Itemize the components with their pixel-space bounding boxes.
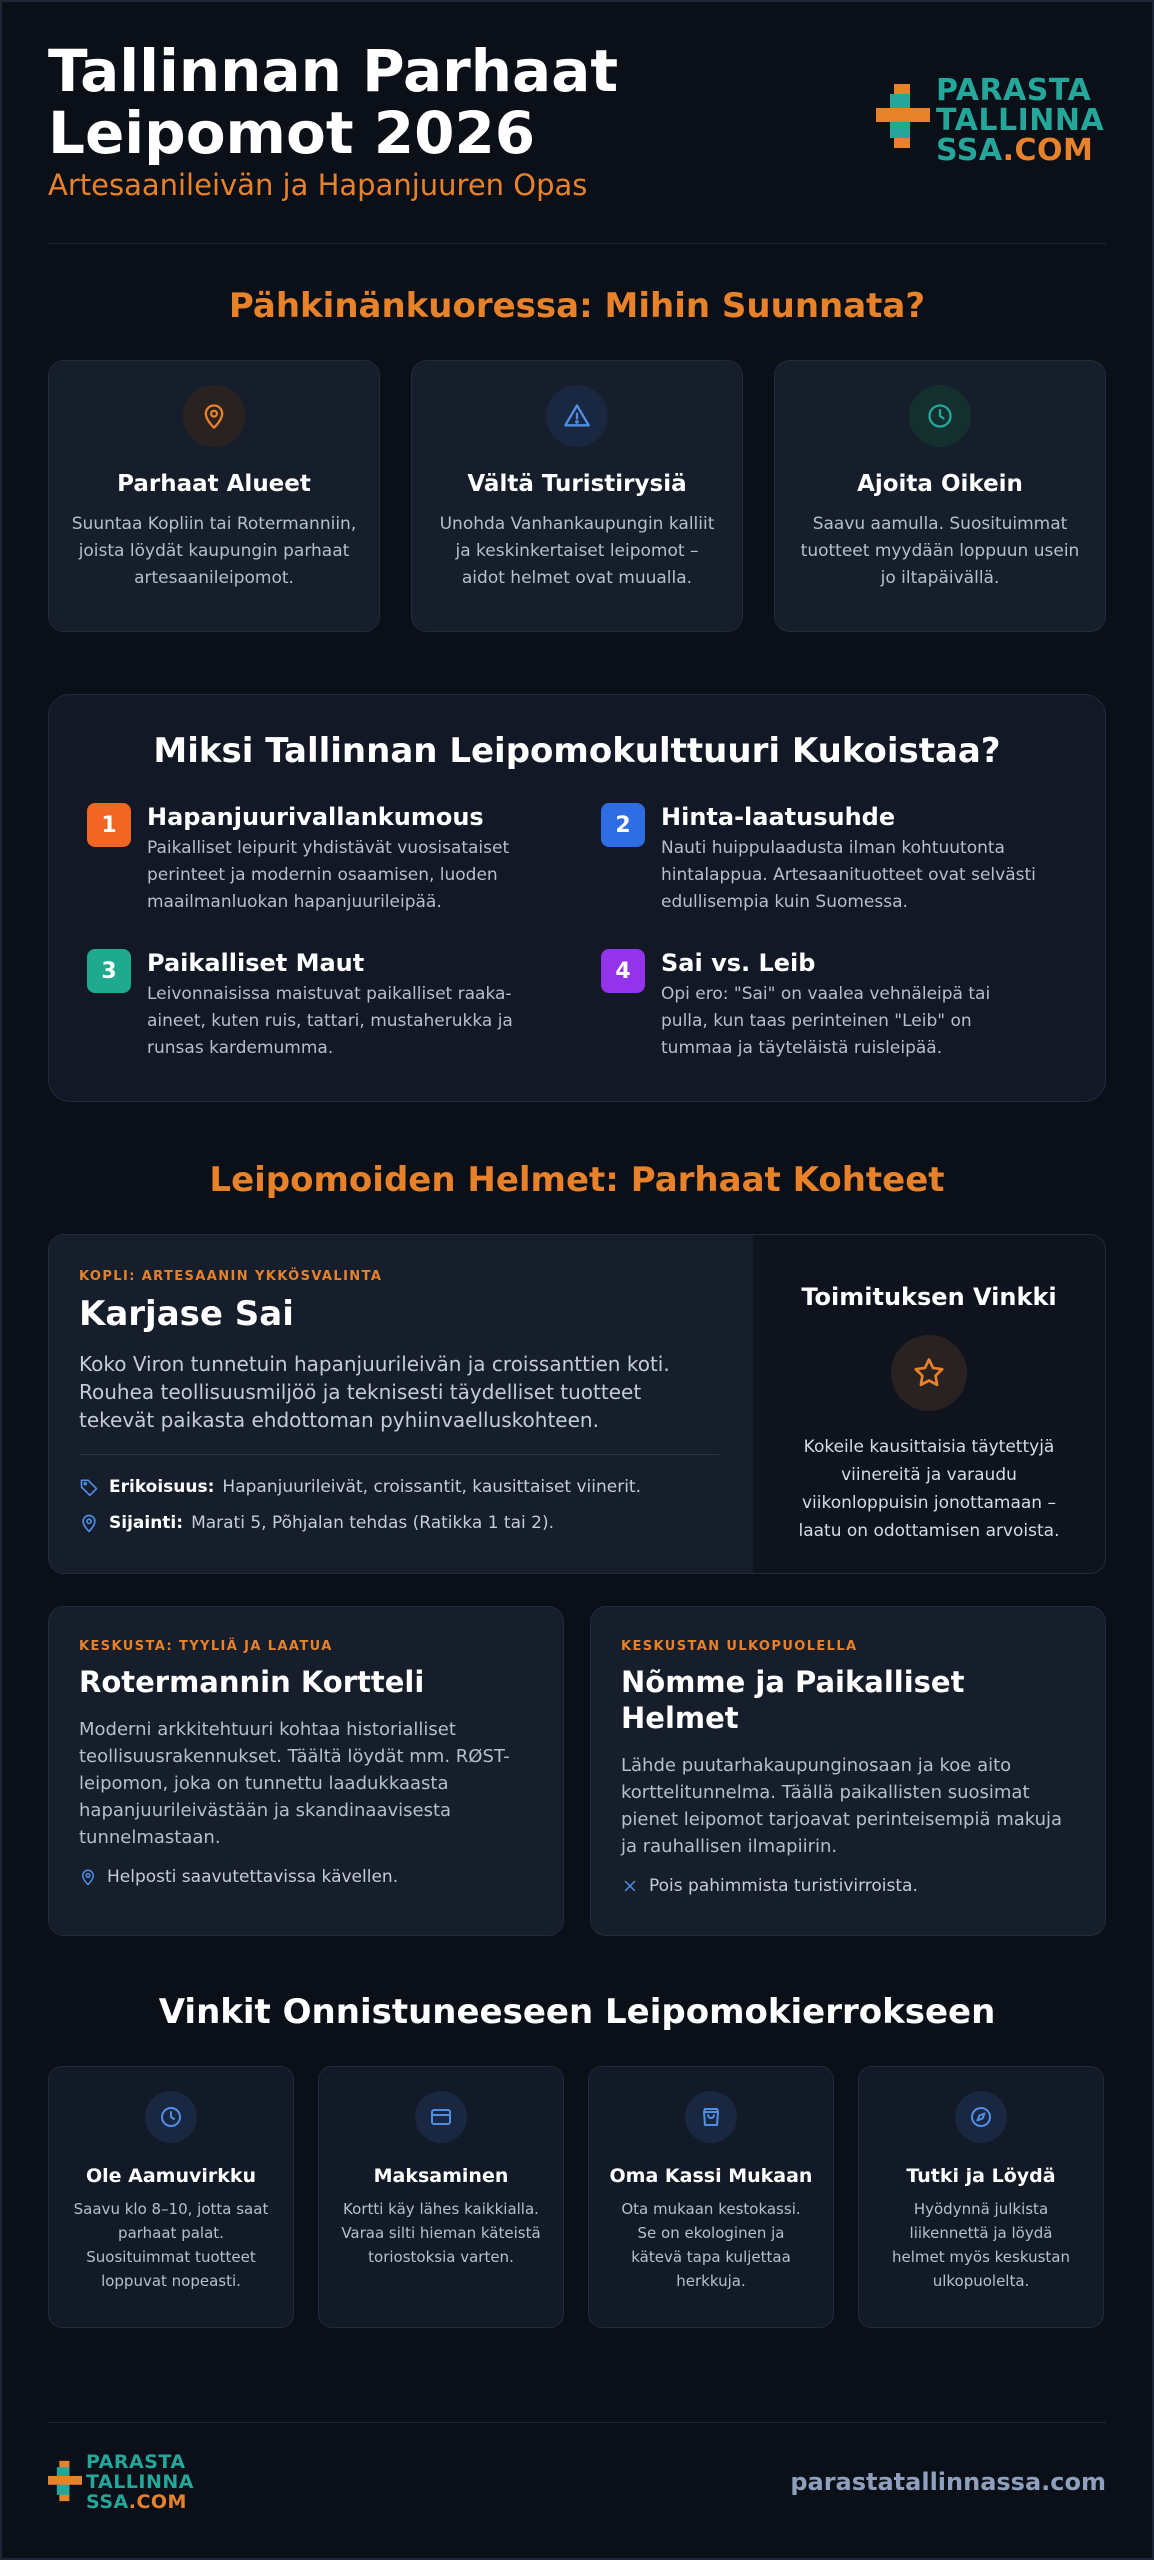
tip-card-explore [858,2066,1104,2328]
nutshell-card-text: Suuntaa Kopliin tai Rotermanniin, joista löydät kaupungin parhaat artesaanileipomot. [71,514,357,588]
bakery-card-nomme [590,1606,1106,1936]
featured-kicker: KOPLI: ARTESAANIN YKKÖSVALINTA [79,1269,383,1284]
brand-logo[interactable] [876,73,1106,168]
card-name: Nõmme ja Paikalliset Helmet [621,1665,965,1735]
page-subtitle: Artesaanileivän ja Hapanjuuren Opas [48,168,588,202]
why-number-badge: 4 [601,949,645,993]
tip-card-payment [318,2066,564,2328]
footer-url-link[interactable]: parastatallinnassa.com [790,2468,1106,2496]
why-item-title: Sai vs. Leib [661,949,816,977]
logo-line-3b: .COM [128,2491,187,2513]
bakery-card-rotermann [48,1606,564,1936]
card-note-text: Helposti saavutettavissa kävellen. [107,1867,399,1887]
why-title: Miksi Tallinnan Leipomokulttuuri Kukoistaa? [153,731,1001,771]
tip-title: Tutki ja Löydä [906,2165,1056,2187]
why-number-badge: 2 [601,803,645,847]
nutshell-card-title: Parhaat Alueet [117,471,311,497]
why-item-title: Hapanjuurivallankumous [147,803,484,831]
footer-logo[interactable] [48,2452,248,2516]
divider [48,243,1106,244]
compass-icon [955,2091,1007,2143]
card-description: Moderni arkkitehtuuri kohtaa historialliset teollisuusrakennukset. Täältä löydät mm. RØST-leipomon, joka on tunnettu laadukkaasta hapanjuurileivästään ja skandinaavisesta tunnelmastaan. [79,1719,510,1848]
location-value: Marati 5, Põhjalan tehdas (Ratikka 1 tai 2). [191,1513,554,1533]
card-note [79,1867,535,1887]
tip-text: Saavu klo 8–10, jotta saat parhaat palat. Suosituimmat tuotteet loppuvat nopeasti. [73,2200,269,2290]
logo-line-1: PARASTA [86,2451,186,2473]
header [48,37,1106,202]
page-title [48,37,688,167]
logo-line-3 [86,2492,194,2512]
featured-specialty [79,1477,719,1497]
logo-line-1: PARASTA [936,73,1092,108]
specialty-label: Erikoisuus: [109,1477,215,1497]
card-note-text: Pois pahimmista turistivirroista. [649,1876,918,1896]
nutshell-card-title: Vältä Turistirysiä [467,471,687,497]
map-pin-icon [183,385,245,447]
shopping-bag-icon [685,2091,737,2143]
why-number-badge: 1 [87,803,131,847]
gems-title: Leipomoiden Helmet: Parhaat Kohteet [209,1160,945,1200]
editor-tip-title: Toimituksen Vinkki [801,1283,1057,1311]
why-item-title: Paikalliset Maut [147,949,365,977]
tag-icon [79,1477,99,1497]
why-item-text: Opi ero: "Sai" on vaalea vehnäleipä tai pulla, kun taas perinteinen "Leib" on tummaa ja täyteläistä ruisleipää. [661,984,991,1058]
tips-title: Vinkit Onnistuneeseen Leipomokierrokseen [158,1992,996,2032]
clock-icon [909,385,971,447]
why-number-badge: 3 [87,949,131,993]
warning-icon [546,385,608,447]
logo-line-3a: SSA [86,2491,129,2513]
tip-card-early [48,2066,294,2328]
divider [48,2422,1106,2423]
clock-icon [145,2091,197,2143]
featured-content [79,1269,719,1533]
nutshell-card-areas [48,360,380,632]
card-note [621,1876,1077,1896]
card-content [621,1639,1077,1896]
featured-name: Karjase Sai [79,1294,294,1334]
tip-card-bag [588,2066,834,2328]
specialty-value: Hapanjuurileivät, croissantit, kausittaiset viinerit. [222,1477,641,1497]
why-item-4 [601,949,1041,1062]
title-line-2: Leipomot 2026 [48,99,536,167]
nutshell-card-title: Ajoita Oikein [857,471,1023,497]
nutshell-card-text: Saavu aamulla. Suosituimmat tuotteet myydään loppuun usein jo iltapäivällä. [800,514,1080,588]
tip-title: Oma Kassi Mukaan [609,2165,813,2187]
card-kicker: KESKUSTAN ULKOPUOLELLA [621,1639,858,1654]
why-item-2 [601,803,1041,916]
map-pin-icon [79,1868,97,1886]
why-panel [48,694,1106,1102]
tip-text: Ota mukaan kestokassi. Se on ekologinen ja kätevä tapa kuljettaa herkkuja. [621,2200,801,2290]
why-item-text: Paikalliset leipurit yhdistävät vuosisataiset perinteet ja modernin osaamisen, luoden maailmanluokan hapanjuurileipää. [147,838,510,912]
nutshell-card-timing [774,360,1106,632]
logo-mark-icon [876,84,930,148]
editor-tip-panel [753,1235,1105,1574]
tip-title: Maksaminen [373,2165,509,2187]
nutshell-title: Pähkinänkuoressa: Mihin Suunnata? [228,286,926,326]
logo-line-3b: .COM [1002,133,1094,168]
card-kicker: KESKUSTA: TYYLIÄ JA LAATUA [79,1639,333,1654]
credit-card-icon [415,2091,467,2143]
logo-text [936,73,1105,168]
why-item-3 [87,949,527,1062]
close-icon [621,1877,639,1895]
tip-title: Ole Aamuvirkku [85,2165,257,2187]
logo-mark-icon [48,2454,82,2508]
title-line-1: Tallinnan Parhaat [48,37,619,105]
star-icon [891,1335,967,1411]
logo-line-3 [936,133,1104,168]
logo-line-3a: SSA [936,133,1003,168]
featured-bakery-card [48,1234,1106,1574]
featured-description: Koko Viron tunnetuin hapanjuurileivän ja croissanttien koti. Rouhea teollisuusmiljöö ja teknisesti täydelliset tuotteet tekevät paikasta ehdottoman pyhiinvaelluskohteen. [79,1352,670,1432]
nutshell-card-avoid [411,360,743,632]
logo-text [86,2452,194,2512]
logo-line-2: TALLINNA [86,2471,194,2493]
editor-tip-text: Kokeile kausittaisia täytettyjä viinereitä ja varaudu viikonloppuisin jonottamaan – laatu on odottamisen arvoista. [798,1437,1060,1541]
why-item-1 [87,803,527,916]
card-description: Lähde puutarhakaupunginosaan ja koe aito korttelitunnelma. Täällä paikallisten suosimat pienet leipomot tarjoavat perinteisempiä makuja ja rauhallisen ilmapiirin. [621,1755,1063,1857]
map-pin-icon [79,1513,99,1533]
divider [79,1454,719,1455]
tip-text: Kortti käy lähes kaikkialla. Varaa silti hieman käteistä toriostoksia varten. [341,2200,541,2266]
nutshell-card-text: Unohda Vanhankaupungin kalliit ja keskinkertaiset leipomot – aidot helmet ovat muualla. [439,514,715,588]
why-item-text: Leivonnaisissa maistuvat paikalliset raaka-aineet, kuten ruis, tattari, mustaherukka ja runsas kardemumma. [147,984,513,1058]
location-label: Sijainti: [109,1513,184,1533]
card-content [79,1639,535,1887]
tip-text: Hyödynnä julkista liikennettä ja löydä helmet myös keskustan ulkopuolelta. [892,2200,1070,2290]
logo-line-2: TALLINNA [936,103,1105,138]
card-name: Rotermannin Kortteli [79,1665,425,1699]
why-item-title: Hinta-laatusuhde [661,803,896,831]
why-item-text: Nauti huippulaadusta ilman kohtuutonta hintalappua. Artesaanituotteet ovat selvästi edullisempia kuin Suomessa. [661,838,1036,912]
featured-location [79,1513,719,1533]
